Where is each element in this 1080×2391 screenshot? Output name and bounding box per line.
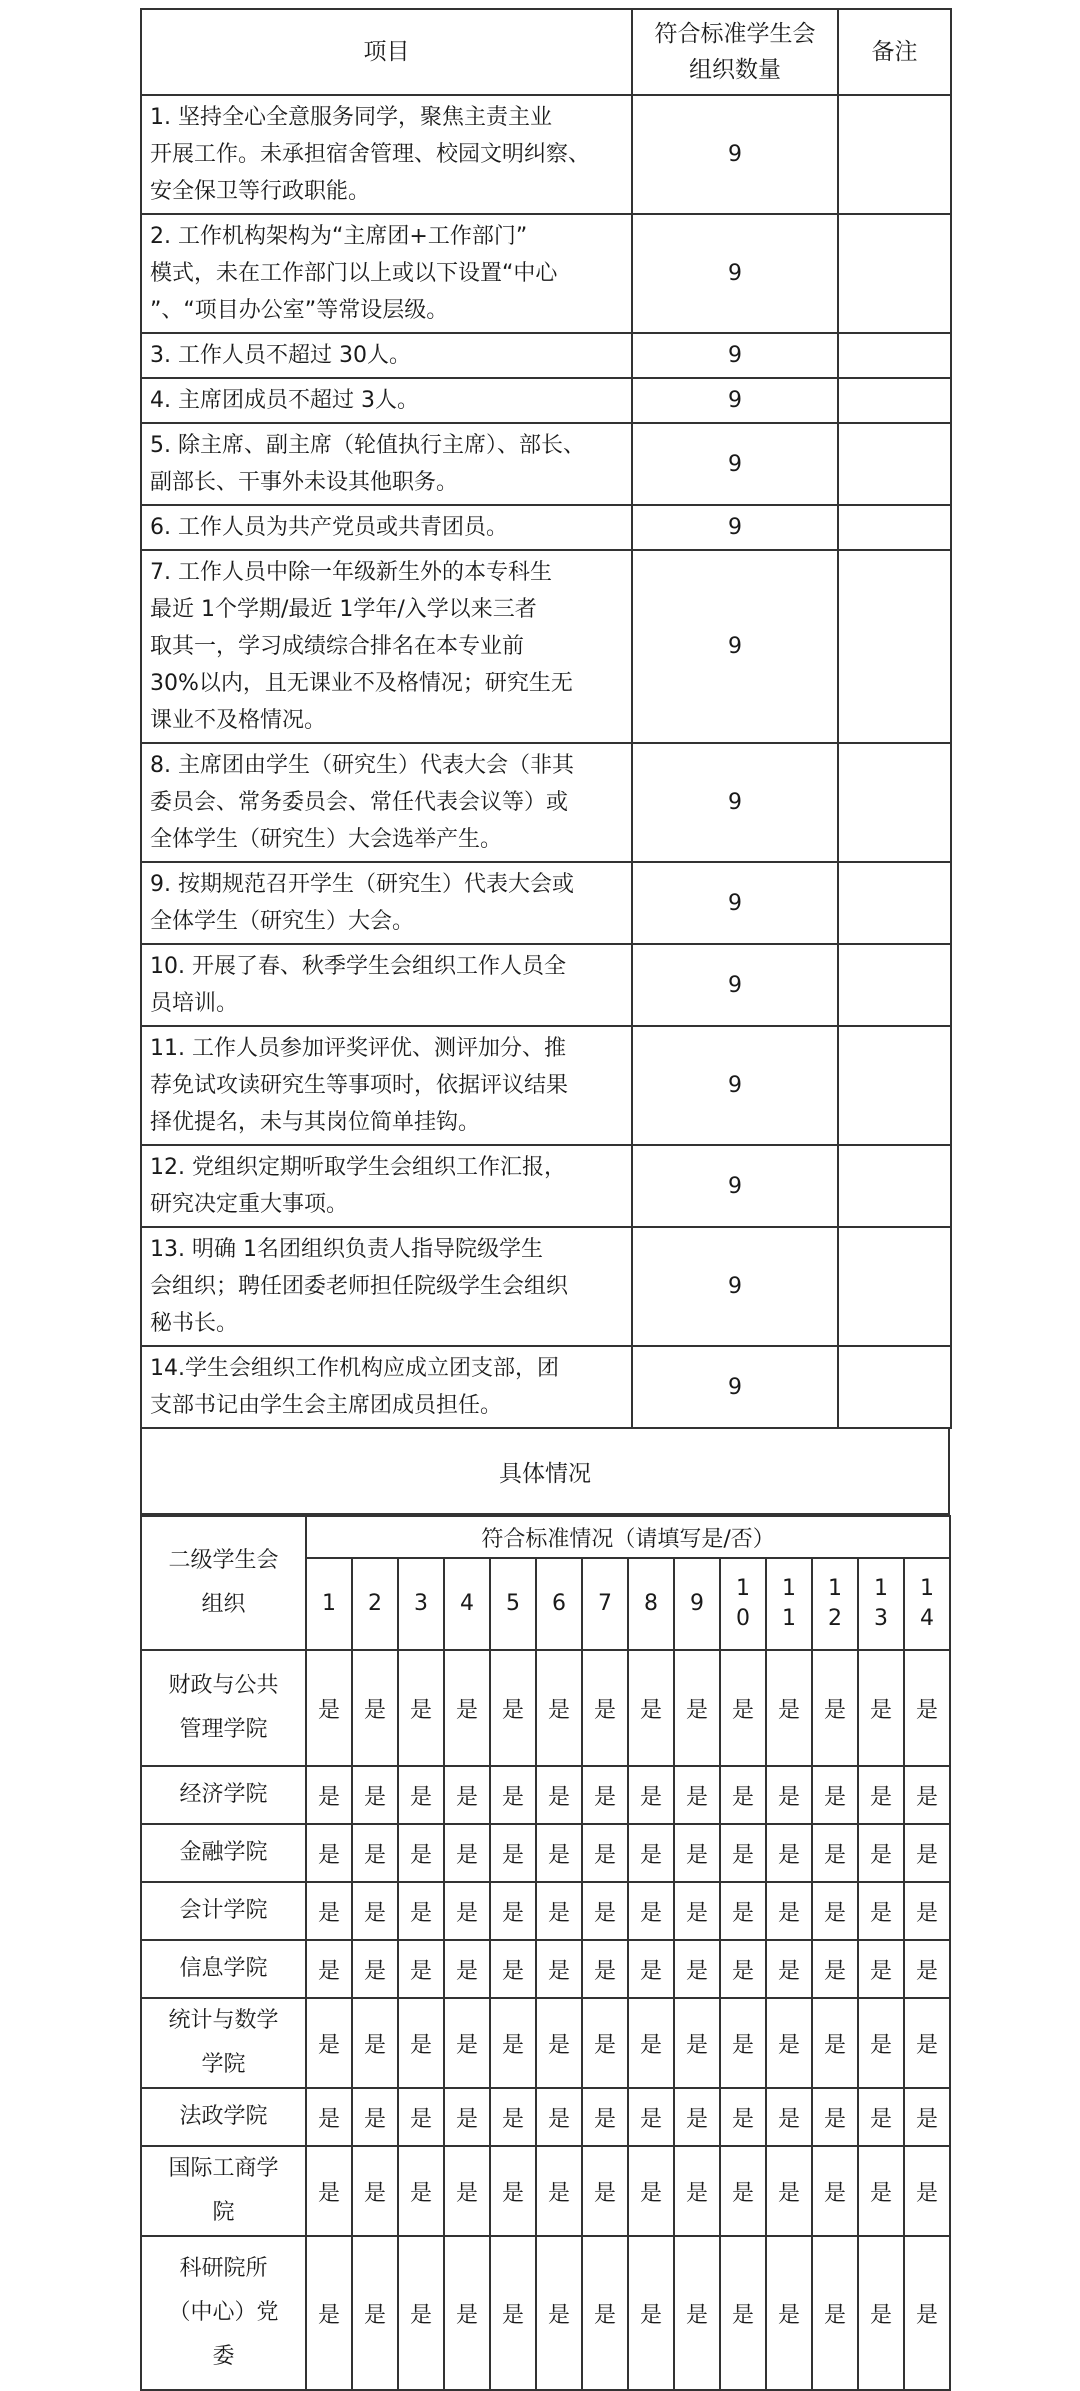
standard-number [536,1558,582,1650]
compliance-cell: 是 [674,1940,720,1998]
standard-item-line: 4. 主席团成员不超过 3人。 [150,388,419,413]
standard-item-line: 9. 按期规范召开学生（研究生）代表大会或 [150,872,574,897]
standard-remark [838,550,951,743]
org-name-line: 管理学院 [179,1717,268,1742]
compliance-cell: 是 [398,2088,444,2146]
standard-row [141,1227,951,1346]
standard-row [141,1346,951,1428]
compliance-cell: 是 [858,1650,904,1766]
compliance-cell: 是 [582,2236,628,2390]
standard-item [141,1026,632,1145]
compliance-cell: 是 [536,1940,582,1998]
compliance-cell: 是 [766,1824,812,1882]
standard-number [674,1558,720,1650]
compliance-cell: 是 [352,1998,398,2088]
compliance-cell: 是 [306,1940,352,1998]
standard-number-digit: 2 [828,1606,842,1631]
compliance-cell: 是 [812,1940,858,1998]
compliance-cell: 是 [720,1824,766,1882]
compliance-cell: 是 [812,1650,858,1766]
standard-count: 9 [632,505,838,550]
compliance-cell: 是 [444,1824,490,1882]
compliance-cell: 是 [904,1882,950,1940]
standard-item [141,550,632,743]
standard-item [141,862,632,944]
standard-item [141,944,632,1026]
compliance-cell: 是 [444,2146,490,2236]
org-header-line: 组织 [201,1592,246,1617]
specifics-title [140,1429,950,1515]
compliance-cell: 是 [490,2146,536,2236]
standard-number-digit: 4 [920,1606,935,1631]
compliance-cell: 是 [904,1998,950,2088]
compliance-cell: 是 [352,2146,398,2236]
standard-number-digit: 6 [552,1591,566,1616]
compliance-cell: 是 [536,2236,582,2390]
standard-number-digit: 1 [322,1591,336,1616]
standard-number [858,1558,904,1650]
standard-remark [838,1227,951,1346]
org-name [141,1998,306,2088]
standard-number-digit: 0 [736,1606,750,1631]
compliance-cell: 是 [306,1766,352,1824]
compliance-cell: 是 [490,1766,536,1824]
org-name [141,1650,306,1766]
compliance-cell: 是 [720,2236,766,2390]
org-name-line: 国际工商学 [168,2156,279,2181]
compliance-cell: 是 [306,1998,352,2088]
compliance-cell: 是 [444,2236,490,2390]
org-row [141,1766,950,1824]
compliance-cell: 是 [766,1650,812,1766]
standard-item-line: 10. 开展了春、秋季学生会组织工作人员全 [150,954,566,979]
standard-number-digit: 1 [874,1576,888,1601]
org-header [141,1516,306,1650]
compliance-header-row [141,1516,950,1558]
compliance-cell: 是 [904,2088,950,2146]
compliance-cell: 是 [306,2088,352,2146]
org-name-line: 会计学院 [179,1898,268,1923]
standard-item-line: 最近 1个学期/最近 1学年/入学以来三者 [150,597,537,622]
count-header-line: 组织数量 [689,57,781,83]
standard-item-line: 安全保卫等行政职能。 [150,179,371,204]
org-name-line: 学院 [201,2052,246,2077]
standard-row [141,1145,951,1227]
standard-item-line: 员培训。 [150,991,239,1016]
compliance-cell: 是 [628,1766,674,1824]
standard-row [141,862,951,944]
compliance-cell: 是 [352,1650,398,1766]
compliance-cell: 是 [444,1650,490,1766]
compliance-cell: 是 [398,1882,444,1940]
standard-item-line: 开展工作。未承担宿舍管理、校园文明纠察、 [150,142,591,167]
standard-row [141,944,951,1026]
compliance-cell: 是 [582,2088,628,2146]
standard-number [490,1558,536,1650]
org-row [141,1824,950,1882]
standard-count: 9 [632,333,838,378]
standard-item-line: 取其一，学习成绩综合排名在本专业前 [150,634,525,659]
standard-number-digit: 5 [506,1591,520,1616]
org-name [141,2088,306,2146]
standard-item [141,378,632,423]
compliance-cell: 是 [352,2236,398,2390]
org-name [141,1940,306,1998]
org-name [141,1824,306,1882]
standard-row [141,95,951,214]
standard-count: 9 [632,378,838,423]
standard-item [141,95,632,214]
compliance-cell: 是 [720,1650,766,1766]
compliance-cell: 是 [812,1824,858,1882]
compliance-cell: 是 [766,1766,812,1824]
compliance-cell: 是 [674,1998,720,2088]
org-name-line: 经济学院 [179,1782,268,1807]
compliance-cell: 是 [674,1882,720,1940]
standard-number [306,1558,352,1650]
document-page [140,8,950,2391]
standard-number [766,1558,812,1650]
compliance-cell: 是 [628,1998,674,2088]
compliance-cell: 是 [766,1998,812,2088]
standard-remark [838,95,951,214]
standards-body [141,95,951,1428]
standard-item [141,505,632,550]
compliance-cell: 是 [582,1940,628,1998]
standard-row [141,1026,951,1145]
compliance-cell: 是 [490,1940,536,1998]
org-name-line: 法政学院 [179,2104,268,2129]
org-name-line: 院 [212,2200,235,2225]
specifics-title-text: 具体情况 [499,1460,591,1487]
standard-item [141,743,632,862]
compliance-cell: 是 [628,2146,674,2236]
standard-item [141,1145,632,1227]
standard-item-line: 5. 除主席、副主席（轮值执行主席）、部长、 [150,433,585,458]
standard-item-line: 11. 工作人员参加评奖评优、测评加分、推 [150,1036,566,1061]
compliance-cell: 是 [812,2146,858,2236]
org-row [141,2088,950,2146]
standard-count: 9 [632,944,838,1026]
standard-number-digit: 4 [460,1591,474,1616]
compliance-cell: 是 [536,1650,582,1766]
standard-row [141,423,951,505]
compliance-cell: 是 [398,2236,444,2390]
standard-number-digit: 1 [736,1576,750,1601]
compliance-cell: 是 [720,2146,766,2236]
org-row [141,2146,950,2236]
standard-number [444,1558,490,1650]
standard-remark [838,944,951,1026]
compliance-cell: 是 [812,1882,858,1940]
compliance-cell: 是 [628,2236,674,2390]
org-name-line: 委 [212,2344,235,2369]
standard-item-line: 模式，未在工作部门以上或以下设置“中心 [150,261,558,286]
compliance-cell: 是 [582,1650,628,1766]
standard-item-line: 8. 主席团由学生（研究生）代表大会（非其 [150,753,574,778]
org-name-line: 科研院所 [179,2256,268,2281]
compliance-cell: 是 [444,1766,490,1824]
standard-number-digit: 9 [690,1591,704,1616]
standard-item [141,1227,632,1346]
standard-item-line: 择优提名，未与其岗位简单挂钩。 [150,1110,481,1135]
standard-item-line: 秘书长。 [150,1311,239,1336]
standard-item [141,214,632,333]
standard-number [904,1558,950,1650]
compliance-cell: 是 [398,1650,444,1766]
standard-item [141,1346,632,1428]
compliance-cell: 是 [536,1882,582,1940]
standard-count: 9 [632,214,838,333]
compliance-cell: 是 [904,2236,950,2390]
standard-remark [838,1026,951,1145]
standard-number-digit: 2 [368,1591,382,1616]
compliance-cell: 是 [904,1766,950,1824]
org-name [141,2146,306,2236]
compliance-cell: 是 [766,2146,812,2236]
standard-number [812,1558,858,1650]
standard-row [141,378,951,423]
org-name-line: 信息学院 [179,1956,268,1981]
compliance-cell: 是 [352,2088,398,2146]
compliance-cell: 是 [720,1882,766,1940]
compliance-cell: 是 [490,2088,536,2146]
compliance-cell: 是 [858,2236,904,2390]
org-row [141,2236,950,2390]
standard-count: 9 [632,1026,838,1145]
standard-number [398,1558,444,1650]
compliance-cell: 是 [352,1882,398,1940]
standard-item-line: 会组织；聘任团委老师担任院级学生会组织 [150,1274,569,1299]
standard-count: 9 [632,862,838,944]
standard-item-line: 13. 明确 1名团组织负责人指导院级学生 [150,1237,543,1262]
standard-item-line: 荐免试攻读研究生等事项时，依据评议结果 [150,1073,569,1098]
compliance-cell: 是 [306,2236,352,2390]
compliance-cell: 是 [812,2236,858,2390]
compliance-cell: 是 [858,1766,904,1824]
compliance-cell: 是 [582,1766,628,1824]
standard-item-line: 30%以内，且无课业不及格情况；研究生无 [150,671,573,696]
standard-number [720,1558,766,1650]
compliance-cell: 是 [582,1824,628,1882]
compliance-cell: 是 [490,1998,536,2088]
compliance-cell: 是 [720,1766,766,1824]
compliance-cell: 是 [490,2236,536,2390]
standard-count: 9 [632,743,838,862]
compliance-cell: 是 [582,1882,628,1940]
compliance-cell: 是 [444,2088,490,2146]
compliance-cell: 是 [904,1940,950,1998]
compliance-cell: 是 [674,1824,720,1882]
compliance-cell: 是 [490,1824,536,1882]
compliance-cell: 是 [766,2088,812,2146]
compliance-cell: 是 [720,1998,766,2088]
compliance-body [141,1516,950,2390]
standard-item-line: 3. 工作人员不超过 30人。 [150,343,411,368]
compliance-cell: 是 [536,1998,582,2088]
org-row [141,1882,950,1940]
org-header-line: 二级学生会 [168,1548,279,1573]
compliance-cell: 是 [536,2088,582,2146]
compliance-cell: 是 [444,1940,490,1998]
standard-item-line: 7. 工作人员中除一年级新生外的本专科生 [150,560,552,585]
standard-row [141,214,951,333]
org-row [141,1940,950,1998]
compliance-cell: 是 [398,1998,444,2088]
compliance-cell: 是 [306,1824,352,1882]
standard-count: 9 [632,95,838,214]
compliance-cell: 是 [628,1824,674,1882]
standard-count: 9 [632,550,838,743]
org-row [141,1998,950,2088]
standard-remark [838,378,951,423]
compliance-cell: 是 [674,2088,720,2146]
standard-number-digit: 8 [644,1591,658,1616]
compliance-cell: 是 [398,1766,444,1824]
standard-item-line: 研究决定重大事项。 [150,1192,349,1217]
compliance-cell: 是 [398,1940,444,1998]
compliance-cell: 是 [904,1650,950,1766]
org-name-line: 统计与数学 [168,2008,279,2033]
compliance-cell: 是 [674,2146,720,2236]
compliance-cell: 是 [674,1650,720,1766]
count-header [632,9,838,95]
compliance-cell: 是 [536,1766,582,1824]
compliance-cell: 是 [674,1766,720,1824]
compliance-cell: 是 [720,2088,766,2146]
standard-item-line: 全体学生（研究生）大会。 [150,909,415,934]
standard-number-digit: 1 [920,1576,935,1601]
standard-remark [838,1346,951,1428]
standard-item [141,423,632,505]
standard-remark [838,423,951,505]
standard-remark [838,505,951,550]
standards-header-row [141,9,951,95]
standard-row [141,743,951,862]
standard-number [628,1558,674,1650]
remark-header: 备注 [838,9,951,95]
compliance-cell: 是 [306,2146,352,2236]
org-name [141,1766,306,1824]
item-header: 项目 [141,9,632,95]
standard-row [141,550,951,743]
org-row [141,1650,950,1766]
compliance-cell: 是 [858,2146,904,2236]
standards-table [140,8,952,1429]
compliance-cell: 是 [444,1882,490,1940]
standard-item-line: 委员会、常务委员会、常任代表会议等）或 [150,790,569,815]
standard-row [141,333,951,378]
standard-item-line: 14.学生会组织工作机构应成立团支部，团 [150,1356,559,1381]
compliance-cell: 是 [766,1940,812,1998]
compliance-cell: 是 [720,1940,766,1998]
org-name-line: 财政与公共 [168,1673,279,1698]
standard-remark [838,862,951,944]
standard-number-digit: 3 [414,1591,428,1616]
compliance-cell: 是 [858,1882,904,1940]
standard-item [141,333,632,378]
standard-item-line: ”、“项目办公室”等常设层级。 [150,298,449,323]
standard-count: 9 [632,1227,838,1346]
compliance-cell: 是 [628,1650,674,1766]
standard-item-line: 2. 工作机构架构为“主席团+工作部门” [150,224,528,249]
org-name-line: 金融学院 [179,1840,268,1865]
count-header-line: 符合标准学生会 [654,21,816,47]
org-name [141,2236,306,2390]
compliance-cell: 是 [490,1882,536,1940]
standard-remark [838,333,951,378]
compliance-cell: 是 [674,2236,720,2390]
compliance-cell: 是 [582,1998,628,2088]
standard-count: 9 [632,1346,838,1428]
compliance-cell: 是 [812,1766,858,1824]
compliance-cell: 是 [812,1998,858,2088]
compliance-cell: 是 [444,1998,490,2088]
compliance-cell: 是 [766,1882,812,1940]
standard-item-line: 6. 工作人员为共产党员或共青团员。 [150,515,508,540]
compliance-cell: 是 [812,2088,858,2146]
compliance-cell: 是 [858,1824,904,1882]
compliance-cell: 是 [352,1766,398,1824]
compliance-cell: 是 [628,1882,674,1940]
compliance-cell: 是 [306,1650,352,1766]
standard-number-digit: 1 [828,1576,842,1601]
standard-header: 符合标准情况（请填写是/否） [306,1516,950,1558]
standard-count: 9 [632,423,838,505]
org-name-line: （中心）党 [168,2300,279,2325]
compliance-cell: 是 [536,1824,582,1882]
compliance-cell: 是 [398,1824,444,1882]
standard-item-line: 12. 党组织定期听取学生会组织工作汇报， [150,1155,566,1180]
compliance-cell: 是 [352,1940,398,1998]
compliance-cell: 是 [628,2088,674,2146]
standard-number-digit: 3 [874,1606,888,1631]
standard-item-line: 支部书记由学生会主席团成员担任。 [150,1393,503,1418]
org-name [141,1882,306,1940]
standard-count: 9 [632,1145,838,1227]
standard-remark [838,1145,951,1227]
compliance-cell: 是 [398,2146,444,2236]
standard-item-line: 课业不及格情况。 [150,708,327,733]
compliance-table [140,1515,951,2391]
standard-item-line: 全体学生（研究生）大会选举产生。 [150,827,503,852]
compliance-cell: 是 [628,1940,674,1998]
compliance-cell: 是 [904,2146,950,2236]
compliance-cell: 是 [858,2088,904,2146]
compliance-cell: 是 [858,1998,904,2088]
compliance-cell: 是 [536,2146,582,2236]
compliance-cell: 是 [858,1940,904,1998]
standard-item-line: 副部长、干事外未设其他职务。 [150,470,459,495]
compliance-cell: 是 [490,1650,536,1766]
compliance-cell: 是 [766,2236,812,2390]
standard-number-digit: 1 [782,1576,796,1601]
standard-number-digit: 1 [782,1606,796,1631]
compliance-cell: 是 [582,2146,628,2236]
standard-number [352,1558,398,1650]
standard-remark [838,214,951,333]
standard-item-line: 1. 坚持全心全意服务同学，聚焦主责主业 [150,105,552,130]
standard-number [582,1558,628,1650]
compliance-cell: 是 [306,1882,352,1940]
compliance-cell: 是 [904,1824,950,1882]
standard-remark [838,743,951,862]
standard-row [141,505,951,550]
standard-number-digit: 7 [598,1591,612,1616]
compliance-cell: 是 [352,1824,398,1882]
